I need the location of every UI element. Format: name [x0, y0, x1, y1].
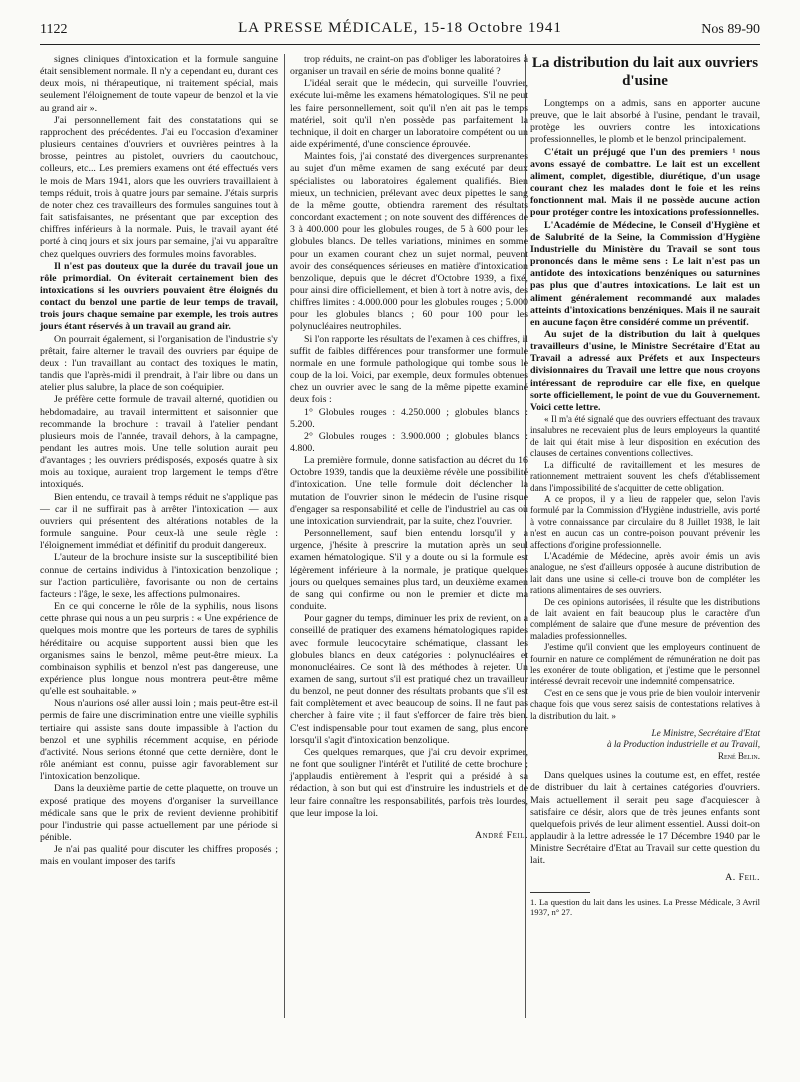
quote-paragraph: A ce propos, il y a lieu de rappeler que, selon l'avis formulé par la Commission d'Hygiène industrielle, avis porté à votre connaissance par circulaire du 8 Juillet 1938, le lait n'est en aucun cas un contre-poison pouvant prévenir les affections d'origine professionnelle. [530, 493, 760, 550]
paragraph: 2° Globules rouges : 3.900.000 ; globules blancs : 4.800. [290, 430, 528, 454]
paragraph: C'était un préjugé que l'un des premiers ¹ nous avons essayé de combattre. Le lait est un excellent aliment, complet, digestible, diurétique, d'un usage courant chez les malades dont le foie et les reins fonctionnent mal. Mais il ne possède aucune action pour protéger contre les intoxications professionnelles. [530, 146, 760, 219]
paragraph: J'ai personnellement fait des constatations qui se rapprochent des précédentes. J'ai eu l'occasion d'examiner plusieurs centaines d'ouvriers et ouvrières peintres à la brosse, peintres au pistolet, ouvriers du caoutchouc, colleurs, etc... Les premiers examens ont été effectués vers le mois de Mars 1941, alors que les ouvriers travaillaient à temps réduit, trois à quatre jours par semaine. J'étais surpris de noter chez ces travailleurs des formules sanguines tout à fait satisfaisantes, ne présentant que par exception des chiffres inférieurs à la normale. Puis, le travail ayant été porté à cinq jours et six jours par semaine, j'ai vu apparaître chez quelques ouvriers des formules moins favorables. [40, 114, 278, 260]
article-title: La distribution du lait aux ouvriers d'usine [531, 55, 759, 89]
paragraph: La première formule, donne satisfaction au décret du 16 Octobre 1939, tandis que la deuxième révèle une possibilité d'intoxication. Une telle formule doit déclencher la mutation de l'ouvrier sinon le médecin de l'usine risque d'engager sa responsabilité et celle de l'industriel au cas où une intoxication surviendrait, par la suite, chez l'ouvrier. [290, 455, 528, 527]
paragraph: Ces quelques remarques, que j'ai cru devoir exprimer, ne font que souligner l'intérêt et l'utilité de cette brochure ; j'applaudis entièrement à l'esprit qui a présidé à sa rédaction, à son but qui est d'instruire les industriels et de leur faire connaître les responsabilités, parfois très lourdes, que leur impose la loi. [290, 746, 528, 819]
paragraph: Maintes fois, j'ai constaté des divergences surprenantes au sujet d'un même examen de sang exécuté par deux spécialistes ou laboratoires également qualifiés. Bien mieux, un technicien, prélevant avec deux pipettes le sang de la même goutte, obtiendra rarement des résultats concordant exactement ; on note souvent des différences de 3 à 400.000 pour les globules rouges, de 5 à 600 pour les globules blancs. De telles variations, minimes en somme pour un examen courant chez un sujet normal, peuvent avoir des conséquences sérieuses en matière d'intoxication benzolique, depuis que le décret d'Octobre 1939, a fixé, pour ainsi dire officiellement, et bien à tort à notre avis, des chiffres limites : 4.000.000 pour les globules rouges ; 5.000 pour les globules blancs ; 60 pour 100 pour les polynucléaires neutrophiles. [290, 151, 528, 333]
column-divider-1 [284, 54, 285, 1018]
paragraph: Je n'ai pas qualité pour discuter les chiffres proposés ; mais en voulant imposer des tarifs [40, 844, 278, 868]
minister-signature-ministry: à la Production industrielle et au Travail, [606, 739, 760, 750]
paragraph: L'Académie de Médecine, le Conseil d'Hygiène et de Salubrité de la Seine, la Commission d'Hygiène Industrielle du Ministère du Travail se sont tous prononcés dans le même sens : Le lait n'est pas un antidote des intoxications benzéniques ou saturnines pas plus que d'autres intoxications. Le lait est un aliment généralement recommandé aux malades atteints d'intoxications benzéniques. Mais il ne saurait en aucune façon être considéré comme un préventif. [530, 219, 760, 328]
minister-signature-title: Le Ministre, Secrétaire d'Etat [651, 728, 760, 739]
paragraph: Bien entendu, ce travail à temps réduit ne s'applique pas — car il ne suffirait pas à arrêter l'intoxication — aux ouvriers qui présentent des altérations notables de la formule sanguine. Pour ceux-là une seule règle : l'éloignement immédiat et définitif du produit dangereux. [40, 491, 278, 552]
paragraph: trop réduits, ne craint-on pas d'obliger les laboratoires à organiser un travail en série de moins bonne qualité ? [290, 54, 528, 78]
page-number: 1122 [40, 22, 68, 37]
footnote: 1. La question du lait dans les usines. La Presse Médicale, 3 Avril 1937, n° 27. [530, 896, 760, 918]
paragraph: Je préfère cette formule de travail alterné, quotidien ou hebdomadaire, au travail intermittent et saisonnier que recommande la brochure : travail à l'atelier pendant plusieurs mois de l'année, travail dehors, à la campagne, pendant les autres mois. Une telle solution aurait peu d'avantages ; les ouvriers prédisposés, exposés quatre à six mois au toxique, auraient trop largement le temps d'être intoxiqués. [40, 394, 278, 491]
issue-numbers: Nos 89-90 [701, 22, 760, 37]
quote-paragraph: « Il m'a été signalé que des ouvriers effectuant des travaux insalubres ne recevaient plus de leurs employeurs la quantité de lait qui était mise à leur disposition en exécution des clauses de certaines conventions collectives. [530, 414, 760, 459]
author-signature: André Feil. [475, 829, 528, 841]
quote-paragraph: De ces opinions autorisées, il résulte que les distributions de lait avaient en fait beaucoup plus le caractère d'un complément de salaire que d'une mesure de prévention des maladies professionnelles. [530, 596, 760, 641]
paragraph: L'auteur de la brochure insiste sur la susceptibilité bien connue de certains individus à l'intoxication benzolique ; sur l'action particulière, favorisante ou non de certains facteurs : l'âge, le sexe, les affections pulmonaires. [40, 552, 278, 600]
ministerial-letter [530, 414, 760, 762]
paragraph: Si l'on rapporte les résultats de l'examen à ces chiffres, il suffit de faibles différences pour transformer une formule normale en une formule pathologique qui tombe sous le coup de la loi. Voici, par exemple, deux formules obtenues chez un ouvrier avec le sang de la même pipette examiné deux fois : [290, 333, 528, 406]
paragraph: Pour gagner du temps, diminuer les prix de revient, on a conseillé de pratiquer des examens hématologiques rapides avec formule leucocytaire schématique, classant les globules blancs en deux catégories : polynucléaires et mononucléaires. Ce sont là des méthodes à rejeter. Un examen de sang, surtout s'il est pratiqué chez un travailleur du benzol, ne peut donner des résultats probants que s'il est fait complètement et avec beaucoup de soins. Il ne faut pas chercher à faire vite ; il faut s'efforcer de faire très bien. C'est indispensable pour tout examen de sang, plus encore lorsqu'il s'agit d'intoxication benzolique. [290, 613, 528, 746]
paragraph: 1° Globules rouges : 4.250.000 ; globules blancs : 5.200. [290, 406, 528, 430]
paragraph: En ce qui concerne le rôle de la syphilis, nous lisons cette phrase qui nous a un peu surpris : « Une expérience de quelques mois montre que les porteurs de tares de syphilis héréditaire ou acquise supportent aussi bien que les organismes sains le benzol, même peut-être mieux. La combinaison syphilis et benzol n'est pas dangereuse, une expérience plus longue nous montrera peut-être même qu'elle est souhaitable. » [40, 601, 278, 698]
paragraph: Il n'est pas douteux que la durée du travail joue un rôle primordial. On éviterait certainement bien des intoxications si les ouvriers pouvaient être éloignés du contact du benzol une partie de leur temps de travail, trois jours chaque semaine par exemple, les trois autres jours étant réservés à un travail au grand air. [40, 260, 278, 333]
column-3 [530, 54, 760, 918]
paragraph: signes cliniques d'intoxication et la formule sanguine était sensiblement normale. Il n'y a cependant eu, durant ces deux mois, ni thérapeutique, ni traitement spécial, mais seulement l'éloignement de toute vapeur de benzol et la vie au grand air ». [40, 54, 278, 114]
article-signature: A. Feil. [725, 871, 760, 883]
quote-paragraph: C'est en ce sens que je vous prie de bien vouloir intervenir chaque fois que vous serez saisis de contestations relatives à la distribution du lait. » [530, 687, 760, 721]
minister-signature-name: René Belin. [717, 750, 760, 761]
paragraph: Longtemps on a admis, sans en apporter aucune preuve, que le lait absorbé à l'usine, pendant le travail, protège les ouvriers contre les intoxications professionnelles, le plomb et le benzol principalement. [530, 98, 760, 146]
header-rule [40, 44, 760, 45]
quote-paragraph: La difficulté de ravitaillement et les mesures de rationnement mettraient souvent les chefs d'établissement dans l'impossibilité de s'acquitter de cette obligation. [530, 459, 760, 493]
paragraph: Nous n'aurions osé aller aussi loin ; mais peut-être est-il permis de faire une discrimination entre une vieille syphilis tertiaire qui assiste sans doute impassible à l'action du benzol et une syphilis récemment acquise, en période d'activité. Nous serions étonné que cette dernière, dont le rôle anémiant est connu, puisse agir favorablement sur l'intoxication benzolique. [40, 698, 278, 783]
quote-paragraph: L'Académie de Médecine, après avoir émis un avis analogue, ne s'est d'ailleurs opposée à aucune distribution de lait dans une usine si celle-ci trouve bon de compléter les rations alimentaires de ses ouvriers. [530, 550, 760, 596]
column-2 [290, 54, 528, 842]
page-header [40, 20, 760, 42]
paragraph: Au sujet de la distribution du lait à quelques travailleurs d'usine, le Ministre Secrétaire d'Etat au Travail a adressé aux Préfets et aux Inspecteurs divisionnaires du Travail une lettre que nous croyons intéressant de reproduire car elle fixe, en quelque sorte officiellement, le point de vue du Gouvernement. Voici cette lettre. [530, 328, 760, 413]
footnote-rule [530, 892, 590, 893]
paragraph: On pourrait également, si l'organisation de l'industrie s'y prêtait, faire alterner le travail des ouvriers par équipe de deux : l'un travaillant au contact des toxiques le matin, tandis que l'après-midi il prendrait, à l'air libre ou dans un atelier plus salubre, la place de son coéquipier. [40, 333, 278, 394]
closing-paragraph: Dans quelques usines la coutume est, en effet, restée de distribuer du lait à certaines catégories d'ouvriers. Mais actuellement il serait peu sage d'acquiescer à satisfaire ce désir, alors que de très jeunes enfants sont quelquefois privés de leur aliment essentiel. Aussi doit-on applaudir à la lettre adressée le 17 Décembre 1940 par le Ministre Secrétaire d'Etat au Travail sur cette question du lait. [530, 770, 760, 867]
paragraph: Dans la deuxième partie de cette plaquette, on trouve un exposé pratique des moyens d'organiser la surveillance médicale sans que le prix de revient devienne prohibitif pour l'industrie qui passe actuellement par une période si pénible. [40, 783, 278, 843]
paragraph: L'idéal serait que le médecin, qui surveille l'ouvrier, exécute lui-même les examens hématologiques. S'il ne peut les faire personnellement, soit qu'il n'en ait pas le temps matériel, soit qu'il n'en possède pas parfaitement la technique, il doit en charger un laboratoire compétent ou un aide expérimenté, d'une conscience éprouvée. [290, 78, 528, 151]
journal-title: LA PRESSE MÉDICALE, 15-18 Octobre 1941 [238, 20, 562, 36]
quote-paragraph: J'estime qu'il convient que les employeurs continuent de fournir en nature ce complément de rémunération ne doit pas les exonérer de toute obligation, et j'estime que le personnel intéressé devrait recevoir une indemnité compensatrice. [530, 642, 760, 687]
column-1 [40, 54, 278, 868]
paragraph: Personnellement, sauf bien entendu lorsqu'il y a urgence, j'hésite à prescrire la mutation après un seul examen hématologique. S'il y a doute ou si la formule est légèrement inférieure à la normale, je pratique quelques jours ou quelques semaines plus tard, un deuxième examen de sang qui confirme ou non le premier et dicte ma conduite. [290, 528, 528, 613]
